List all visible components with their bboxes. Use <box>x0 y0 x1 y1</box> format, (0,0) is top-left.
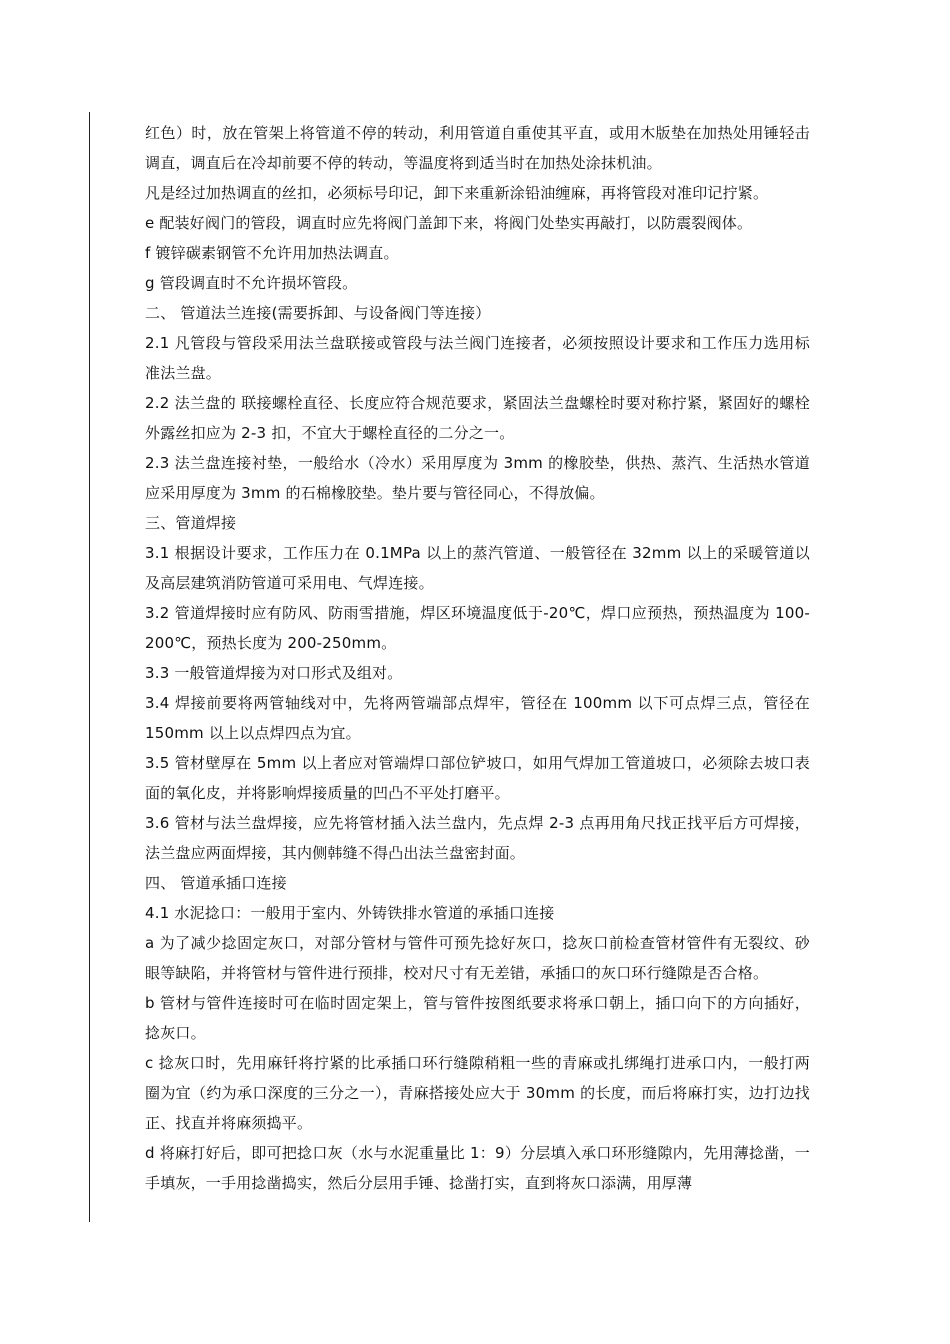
paragraph-3-1: 3.1 根据设计要求，工作压力在 0.1MPa 以上的蒸汽管道、一般管径在 32mm 以上的采暖管道以及高层建筑消防管道可采用电、气焊连接。 <box>145 544 810 592</box>
paragraph-3-5: 3.5 管材壁厚在 5mm 以上者应对管端焊口部位铲坡口，如用气焊加工管道坡口，必须除去坡口表面的氧化皮，并将影响焊接质量的凹凸不平处打磨平。 <box>145 754 810 802</box>
paragraph-item-a: a 为了减少捻固定灰口，对部分管材与管件可预先捻好灰口，捻灰口前检查管材管件有无裂纹、砂眼等缺陷，并将管材与管件进行预排，校对尺寸有无差错，承插口的灰口环行缝隙是否合格。 <box>145 934 810 982</box>
paragraph-item-c: c 捻灰口时，先用麻钎将拧紧的比承插口环行缝隙稍粗一些的青麻或扎绑绳打进承口内，一般打两圈为宜（约为承口深度的三分之一），青麻搭接处应大于 30mm 的长度，而后将麻打实，边打边找正、找直并将麻须捣平。 <box>145 1054 810 1132</box>
paragraph-item-f: f 镀锌碳素钢管不允许用加热法调直。 <box>145 244 399 262</box>
paragraph-3-4: 3.4 焊接前要将两管轴线对中，先将两管端部点焊牢，管径在 100mm 以下可点焊三点，管径在 150mm 以上以点焊四点为宜。 <box>145 694 810 742</box>
paragraph-3-3: 3.3 一般管道焊接为对口形式及组对。 <box>145 664 403 682</box>
paragraph-2-3: 2.3 法兰盘连接衬垫，一般给水（冷水）采用厚度为 3mm 的橡胶垫，供热、蒸汽、生活热水管道应采用厚度为 3mm 的石棉橡胶垫。垫片要与管径同心，不得放偏。 <box>145 454 810 502</box>
paragraph-2-1: 2.1 凡管段与管段采用法兰盘联接或管段与法兰阀门连接者，必须按照设计要求和工作压力选用标准法兰盘。 <box>145 334 810 382</box>
paragraph-item-g: g 管段调直时不允许损坏管段。 <box>145 274 358 292</box>
paragraph-2-2: 2.2 法兰盘的 联接螺栓直径、长度应符合规范要求，紧固法兰盘螺栓时要对称拧紧，紧固好的螺栓外露丝扣应为 2-3 扣，不宜大于螺栓直径的二分之一。 <box>145 394 810 442</box>
paragraph-3-6: 3.6 管材与法兰盘焊接，应先将管材插入法兰盘内，先点焊 2-3 点再用角尺找正找平后方可焊接，法兰盘应两面焊接，其内侧韩缝不得凸出法兰盘密封面。 <box>145 814 810 862</box>
section-heading-flange: 二、 管道法兰连接(需要拆卸、与设备阀门等连接） <box>145 304 491 322</box>
paragraph-3-2: 3.2 管道焊接时应有防风、防雨雪措施，焊区环境温度低于-20℃，焊口应预热，预热温度为 100-200℃，预热长度为 200-250mm。 <box>145 604 810 652</box>
section-heading-socket: 四、 管道承插口连接 <box>145 874 287 892</box>
paragraph-heating-straightening: 红色）时，放在管架上将管道不停的转动，利用管道自重使其平直，或用木版垫在加热处用锤轻击调直，调直后在冷却前要不停的转动，等温度将到适当时在加热处涂抹机油。 <box>145 124 810 172</box>
paragraph-item-b: b 管材与管件连接时可在临时固定架上，管与管件按图纸要求将承口朝上，插口向下的方向插好，捻灰口。 <box>145 994 810 1042</box>
paragraph-4-1: 4.1 水泥捻口：一般用于室内、外铸铁排水管道的承插口连接 <box>145 904 555 922</box>
document-body <box>145 118 810 1198</box>
left-margin-rule <box>89 112 90 1222</box>
section-heading-welding: 三、管道焊接 <box>145 514 237 532</box>
paragraph-thread-marking: 凡是经过加热调直的丝扣，必须标号印记，卸下来重新涂铅油缠麻，再将管段对准印记拧紧。 <box>145 184 769 202</box>
paragraph-item-e: e 配装好阀门的管段，调直时应先将阀门盖卸下来，将阀门处垫实再敲打，以防震裂阀体。 <box>145 214 753 232</box>
paragraph-item-d: d 将麻打好后，即可把捻口灰（水与水泥重量比 1：9）分层填入承口环形缝隙内，先用薄捻凿，一手填灰，一手用捻凿捣实，然后分层用手锤、捻凿打实，直到将灰口添满，用厚薄 <box>145 1144 810 1192</box>
